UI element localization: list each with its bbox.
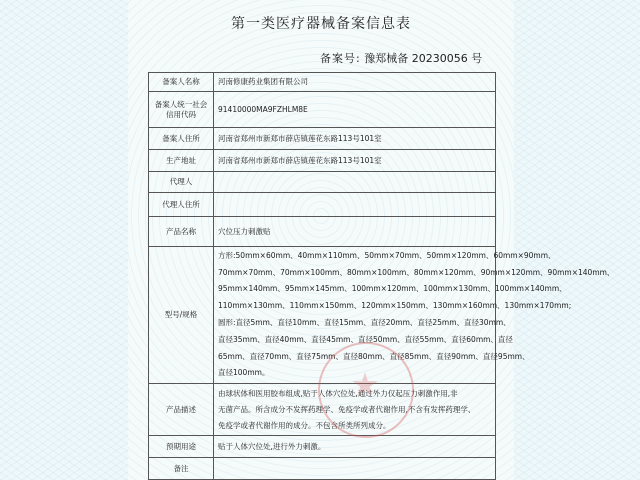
spec-line: 直径35mm、直径40mm、直径45mm、直径50mm、直径55mm、直径60mm、直径 (218, 334, 513, 344)
agent-value (214, 172, 496, 193)
record-number-value: 豫郑械备 20230056 号 (364, 52, 483, 65)
agent-address-label: 代理人住所 (149, 193, 214, 217)
remarks-value (214, 458, 496, 480)
record-number-label: 备案号: (320, 52, 361, 65)
product-name-value: 穴位压力刺激贴 (214, 217, 496, 247)
remarks-label: 备注 (149, 458, 214, 480)
intended-use-value: 贴于人体穴位处,进行外力刺激。 (214, 436, 496, 458)
spec-line: 方形:50mm×60mm、40mm×110mm、50mm×70mm、50mm×120mm、60mm×90mm、 (218, 250, 556, 260)
record-info-table (148, 72, 615, 480)
address-label: 备案人住所 (149, 128, 214, 150)
spec-line: 110mm×130mm、110mm×150mm、120mm×150mm、130mm×160mm、130mm×170mm; (218, 301, 572, 311)
document-title: 第一类医疗器械备案信息表 (231, 16, 411, 32)
table-row (149, 172, 496, 193)
credit-code-value: 91410000MA9FZHLM8E (214, 92, 496, 128)
spec-line: 95mm×140mm、95mm×145mm、100mm×120mm、100mm×130mm、100mm×140mm、 (218, 284, 567, 294)
spec-line: 直径100mm。 (218, 368, 270, 378)
table-row (149, 247, 496, 384)
model-spec-label: 型号/规格 (149, 247, 214, 384)
spec-line: 70mm×70mm、70mm×100mm、80mm×100mm、80mm×120mm、90mm×120mm、90mm×140mm、 (218, 267, 615, 277)
table-row (149, 436, 496, 458)
table-row (149, 92, 496, 128)
table-row (149, 193, 496, 217)
production-address-label: 生产地址 (149, 150, 214, 172)
table-row (149, 128, 496, 150)
model-spec-value (214, 247, 615, 384)
spec-line: 圆形:直径5mm、直径10mm、直径15mm、直径20mm、直径25mm、直径30mm、 (218, 318, 511, 327)
intended-use-label: 预期用途 (149, 436, 214, 458)
credit-code-label-line1: 备案人统一社会 (154, 99, 208, 109)
table-row (149, 217, 496, 247)
registrant-name-value: 河南修康药业集团有限公司 (214, 73, 496, 92)
production-address-value: 河南省郑州市新郑市薛店镇莲花东路113号101室 (214, 150, 496, 172)
table-row (149, 150, 496, 172)
description-line: 无菌产品。所含成分不发挥药理学、免疫学或者代谢作用,不含有发挥药理学、 (218, 404, 476, 414)
description-line: 由球状体和医用胶布组成,贴于人体穴位处,通过外力仅起压力刺激作用,非 (218, 388, 458, 398)
product-description-value (214, 384, 496, 436)
agent-label: 代理人 (149, 172, 214, 193)
address-value: 河南省郑州市新郑市薛店镇莲花东路113号101室 (214, 128, 496, 150)
agent-address-value (214, 193, 496, 217)
spec-line: 65mm、直径70mm、直径75mm、直径80mm、直径85mm、直径90mm、直径95mm、 (218, 351, 530, 361)
registrant-name-label: 备案人名称 (149, 73, 214, 92)
table-row (149, 73, 496, 92)
credit-code-label (149, 92, 214, 128)
product-description-label: 产品描述 (149, 384, 214, 436)
table-row (149, 458, 496, 480)
credit-code-label-line2: 信用代码 (166, 109, 196, 119)
table-row (149, 384, 496, 436)
description-line: 免疫学或者代谢作用的成分。不包含所类所列成分。 (218, 420, 391, 430)
record-number (320, 50, 482, 66)
product-name-label: 产品名称 (149, 217, 214, 247)
